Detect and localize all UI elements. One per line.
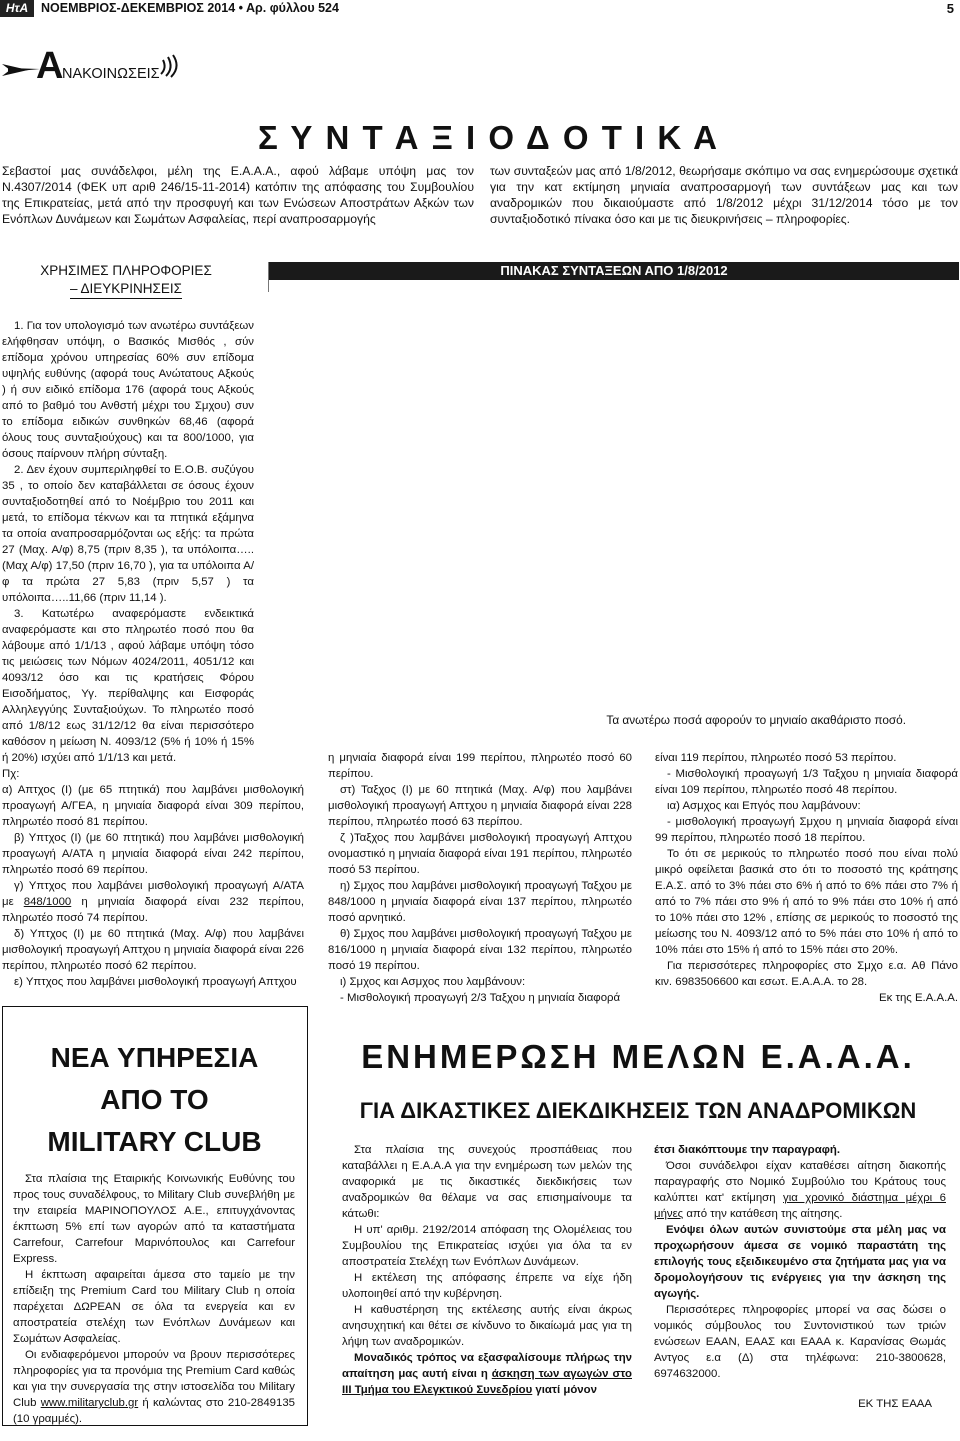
issue-info: ΝΟΕΜΒΡΙΟΣ-ΔΕΚΕΜΒΡΙΟΣ 2014 • Αρ. φύλλου 524 — [41, 1, 339, 15]
update-paragraph-8: Ενόψει όλων αυτών συνιστούμε στα μέλη μας να προχωρήσουν άμεσα σε νομικό παραστάτη της επιλογής τους εξειδικευμένο στα ζητήματα μας για να δρομολογήσουν τις ενέργειες για την άσκηση της αγωγής. — [654, 1224, 946, 1300]
explanation-paragraph: Το ότι σε μερικούς το πληρωτέο ποσό που είναι πολύ μικρό οφείλεται βασικά στο ότι το ποσοστό της κράτησης Ε.Α.Σ. από το 3% πάει στο 6% ή από το 6% πάει στο 7% ή από το 7% πάει στο 9% ή από το 9% πάει στο 10% ή από το 10% πάει στο 12% , επίσης σε μερικούς το ποσοστό της μείωσης του Ν. 4093/12 από το 5% πάει στο 10% ή από το 10% πάει στο 15% ή από το 15% πάει στο 20%. — [655, 848, 958, 956]
box-title-line-1: ΝΕΑ ΥΠΗΡΕΣΙΑ — [50, 1042, 259, 1073]
update-paragraph-9: Περισσότερες πληροφορίες μπορεί να σας δώσει ο νομικός σύμβουλος του Συντονιστικού των τριών ενώσεων ΕΑΑΝ, ΕΑΑΣ και ΕΑΑΑ κ. Καρανίσας Θωμάς Αντγος ε.α (Δ) στα τηλέφωνα: 210-3800628, 6974632000. — [654, 1304, 946, 1380]
members-update-section — [318, 1006, 958, 1426]
publication-logo: ΗτΑ — [0, 0, 34, 17]
paragraph-3: 3. Κατωτέρω αναφερόμαστε ενδεικτικά αναφερόμαστε και στο πληρωτέο ποσό που θα λάβουμε από 1/1/13 , αφού λάβαμε υπόψη τόσο τις μειώσεις των Νόμων 4024/2011, 4051/12 και 4093/12 όσο και τις κρατήσεις Φόρου Εισοδήματος, Υγ. περίθαλψης και Εισφοράς Αλληλεγγύης Συνταξιούχων. Το πληρωτέο ποσό από 1/8/12 εως 31/12/12 θα είναι περισσότερο καθόσον η μείωση Ν. 4093/12 (5% ή 10% ή 15% ή 20%) ισχύει από 1/1/13 και μετά. — [2, 608, 254, 764]
update-paragraph-7: Όσοι συνάδελφοι είχαν καταθέσει αίτηση διακοπής παραγραφής στο Νομικό Συμβούλιο του Κράτους τους καλύπτει κατ' εκτίμηση για χρονικό διάστημα μέχρι 6 μήνες από την κατάθεση της αίτησης. — [654, 1160, 946, 1220]
update-paragraph-2: Η υπ' αριθμ. 2192/2014 απόφαση της Ολομέλειας του Συμβουλίου της Επικρατείας ισχύει για όλα τα εν αποστρατεία Στελέχη των Ενόπλων Δυνάμεων. — [342, 1224, 632, 1268]
update-paragraph-3: Η εκτέλεση της απόφασης έπρεπε να είχε ήδη υλοποιηθεί από την κυβέρνηση. — [342, 1272, 632, 1300]
box-paragraph-2: Η έκπτωση αφαιρείται άμεσα στο ταμείο με την επίδειξη της Premium Card του Military Club η οποία παρέχεται ΔΩΡΕΑΝ σε όλα τα ενεργεία και εν αποστρατεία στελέχη των Ενόπλων Δυνάμεων και Σωμάτων Ασφαλείας. — [13, 1269, 295, 1345]
info-heading — [20, 262, 232, 299]
example-st: στ) Ταξχος (Ι) με 60 πτητικά (Μαχ. Α/φ) που λαμβάνει μισθολογική προαγωγή Απτχου η μηνιαία διαφορά είναι 228 περίπου, πληρωτέο ποσό 63 περίπου. — [328, 784, 632, 828]
section-initial: Α — [36, 45, 64, 87]
table-note: Τα ανωτέρω ποσά αφορούν το μηνιαίο ακαθάριστο ποσό. — [606, 713, 906, 727]
military-club-box — [2, 1006, 308, 1426]
example-b: β) Υπτχος (Ι) (με 60 πτητικά) που λαμβάνει μισθολογική προαγωγή Α/ΑΤΑ η μηνιαία διαφορά είναι 242 περίπου, πληρωτέο ποσό 69 περίπου. — [2, 832, 304, 876]
lead-paragraph-right: των συνταξεών μας από 1/8/2012, θεωρήσαμε σκόπιμο να σας ενημερώσουμε σχετικά για την κατ εκτίμηση μηνιαία αναπροσαρμογή των συντάξεων μας και των αναδρομικών που δικαιούμαστε από 1/8/2012 μέχρι 31/12/2014 τόσο με τον συνταξιοδοτικό πίνακα όσο και με τις διευκρινήσεις – πληροφορίες. — [490, 164, 958, 226]
example-i-2: - Μισθολογική προαγωγή 2/3 Ταξχου η μηνιαία διαφορά — [340, 992, 621, 1004]
update-paragraph-5: Μοναδικός τρόπος να εξασφαλίσουμε πλήρως την απαίτηση μας αυτή είναι η άσκηση των αγωγών στο ΙΙΙ Τμήμα του Ελεγκτικού Συνεδρίου γιατί μόνον — [342, 1352, 632, 1396]
military-club-link[interactable]: www.militaryclub.gr — [40, 1397, 139, 1409]
update-right-column — [654, 1142, 946, 1412]
box-paragraph-1: Στα πλαίσια της Εταιρικής Κοινωνικής Ευθύνης του προς τους συναδέλφους, το Military Club συνεβλήθη με την εταιρεία ΜΑΡΙΝΟΠΟΥΛΟΣ Α.Ε., επιτυγχάνοντας έκπτωση 5% επί των αγορών από τα καταστήματα Carrefour, Carrefour Μαρινόπουλος και Carrefour Express. — [13, 1173, 295, 1265]
page-header — [0, 0, 960, 17]
example-a: α) Απτχος (Ι) (με 65 πτητικά) που λαμβάνει μισθολογική προαγωγή Α/ΓΕΑ, η μηνιαία διαφορά είναι 309 περίπου, πληρωτέο ποσό 81 περίπου. — [2, 784, 304, 828]
paragraph-2: 2. Δεν έχουν συμπεριληφθεί το Ε.Ο.Β. συζύγου 35 , το οποίο δεν καταβάλλεται σε όσους έχουν συνταξιοδοτηθεί από το Νοέμβριο του 2011 και μετά, το επίδομα τέκνων και τα πτητικά εξάμηνα τα οποία αναπροσαρμόζονται ως εξής: τα πρώτα 27 (Μαχ. Α/φ) 8,75 (πριν 8,35 ), τα υπόλοιπα….. (Μαχ Α/φ) 17,50 (πριν 16,70 ), για τα υπόλοιπα Α/φ τα πρώτα 27 5,83 (πριν 5,57 ) τα υπόλοιπα…..11,66 (πριν 11,14 ). — [2, 464, 254, 604]
box-title — [3, 1037, 306, 1163]
box-body — [13, 1171, 295, 1427]
example-ia-2: - μισθολογική προαγωγή Σμχου η μηνιαία διαφορά είναι 99 περίπου, πληρωτέο ποσό 18 περίπου. — [655, 816, 958, 844]
example-i: ι) Σμχος και Ασμχος που λαμβάνουν: — [340, 976, 526, 988]
example-h: η) Σμχος που λαμβάνει μισθολογική προαγωγή Ταξχου με 848/1000 η μηνιαία διαφορά είναι 137 περίπου, πληρωτέο ποσό αρνητικό. — [328, 880, 632, 924]
article-right-column — [655, 750, 958, 1006]
article-middle-column — [328, 750, 632, 1006]
box-paragraph-3: Οι ενδιαφερόμενοι μπορούν να βρουν περισσότερες πληροφορίες για τα προνόμια της Premium Card καθώς και για την συνεργασία της στην ιστοσελίδα του Military Club www.militaryclub.gr ή καλώντας στο 210-2849135 (10 γραμμές). — [13, 1349, 296, 1425]
article-title: Σ Υ Ν Τ Α Ξ Ι Ο Δ Ο Τ Ι Κ Α — [258, 119, 720, 156]
paragraph-1: 1. Για τον υπολογισμό των ανωτέρω συντάξεων ελήφθησαν υπόψη, ο Βασικός Μισθός , σύν επίδομα χρόνου υπηρεσίας 60% συν επίδομα υψηλής ευθύνης (αφορά τους Ανώτατους Αξκούς ) ή συν ειδικό επίδομα 176 (αφορά τους Αξκούς από το βαθμό του Ανθστή μέχρι του Σμχου) συν το επίδομα ειδικών συνθηκών 68,46 (αφορά όλους τους συνταξιούχους) και τα 800/1000, για όσους παίρνουν πλήρη σύνταξη. — [2, 320, 254, 460]
update-left-column — [342, 1142, 632, 1398]
section-banner — [2, 45, 202, 88]
article-signature: Εκ της Ε.Α.Α.Α. — [879, 992, 958, 1004]
example-d: δ) Υπτχος (Ι) με 60 πτητικά (Μαχ. Α/φ) που λαμβάνει μισθολογική προαγωγή Απτχου η μηνιαία διαφορά είναι 226 περίπου, πληρωτέο ποσό 62 περίπου. — [2, 928, 304, 972]
contact-info: Για περισσότερες πληροφορίες στο Σμχο ε.α. Αθ Πάνο κιν. 6983506600 και εσωτ. Ε.Α.Α.Α. το 28. — [655, 960, 958, 988]
example-e-cont: η μηνιαία διαφορά είναι 199 περίπου, πληρωτέο ποσό 60 περίπου. — [328, 752, 632, 780]
examples-block — [2, 766, 304, 990]
example-z: ζ )Ταξχος που λαμβάνει μισθολογική προαγωγή Απτχου ονομαστικό η μηνιαία διαφορά είναι 191 περίπου, πληρωτέο ποσό 53 περίπου. — [328, 832, 632, 876]
box-title-line-2: ΑΠΟ ΤΟ — [100, 1084, 209, 1115]
example-th: θ) Σμχος που λαμβάνει μισθολογική προαγωγή Ταξχου με 816/1000 η μηνιαία διαφορά είναι 132 περίπου, πληρωτέο ποσό 19 περίπου. — [328, 928, 632, 972]
example-i-3: - Μισθολογική προαγωγή 1/3 Ταξχου η μηνιαία διαφορά είναι 109 περίπου, πληρωτέο ποσό 48 περίπου. — [655, 768, 958, 796]
box-title-line-3: MILITARY CLUB — [47, 1126, 262, 1157]
update-title: ΕΝΗΜΕΡΩΣΗ ΜΕΛΩΝ Ε.Α.Α.Α. — [361, 1038, 915, 1075]
update-signature: ΕΚ ΤΗΣ ΕΑΑΑ — [858, 1398, 932, 1410]
broadcast-icon — [158, 54, 180, 78]
section-title: ΝΑΚΟΙΝΩΣΕΙΣ — [62, 66, 160, 82]
pension-table-area — [268, 262, 959, 292]
update-paragraph-4: Η καθυστέρηση της εκτέλεσης αυτής είναι άκρως ανησυχητική και θέτει σε κίνδυνο το δικαίωμά μας για τη λήψη των αναδρομικών. — [342, 1304, 632, 1348]
article-left-column — [2, 318, 254, 606]
update-paragraph-6: έτσι διακόπτουμε την παραγραφή. — [654, 1144, 840, 1156]
example-label: Πχ: — [2, 768, 20, 780]
lead-paragraph-left: Σεβαστοί μας συνάδελφοι, μέλη της Ε.Α.Α.Α., αφού λάβαμε υπόψη μας τον Ν.4307/2014 (ΦΕΚ υπ αριθ 246/15-11-2014) κατόπιν της απόφασης του Συμβουλίου της Επικρατείας, μετά από την προσφυγή και των Ενώσεων Αποστράτων Αξκών των Ενόπλων Δυνάμεων και Σωμάτων Ασφαλείας, περί αναπροσαρμογής — [2, 164, 474, 226]
pension-table-title: ΠΙΝΑΚΑΣ ΣΥΝΤΑΞΕΩΝ ΑΠΟ 1/8/2012 — [269, 262, 959, 280]
update-paragraph-1: Στα πλαίσια της συνεχούς προσπάθειας που καταβάλλει η Ε.Α.Α.Α για την ενημέρωση των μελών της αναφορικά με τις δικαστικές διεκδικήσεις των αναδρομικών θα θέλαμε να σας επισημαίνουμε τα κάτωθι: — [342, 1144, 632, 1220]
page-number: 5 — [946, 1, 954, 16]
update-subtitle: ΓΙΑ ΔΙΚΑΣΤΙΚΕΣ ΔΙΕΚΔΙΚΗΣΕΙΣ ΤΩΝ ΑΝΑΔΡΟΜΙΚΩΝ — [359, 1098, 917, 1123]
example-e: ε) Υπτχος που λαμβάνει μισθολογική προαγωγή Απτχου — [14, 976, 297, 988]
info-heading-line-1: ΧΡΗΣΙΜΕΣ ΠΛΗΡΟΦΟΡΙΕΣ — [40, 263, 212, 278]
example-i-cont: είναι 119 περίπου, πληρωτέο ποσό 53 περίπου. — [655, 752, 897, 764]
example-ia: ια) Ασμχος και Επγός που λαμβάνουν: — [667, 800, 861, 812]
example-c: γ) Υπτχος που λαμβάνει μισθολογική προαγωγή Α/ΑΤΑ με 848/1000 η μηνιαία διαφορά είναι 232 περίπου, πληρωτέο ποσό 74 περίπου. — [2, 880, 304, 924]
info-heading-line-2: – ΔΙΕΥΚΡΙΝΗΣΕΙΣ — [70, 280, 182, 299]
